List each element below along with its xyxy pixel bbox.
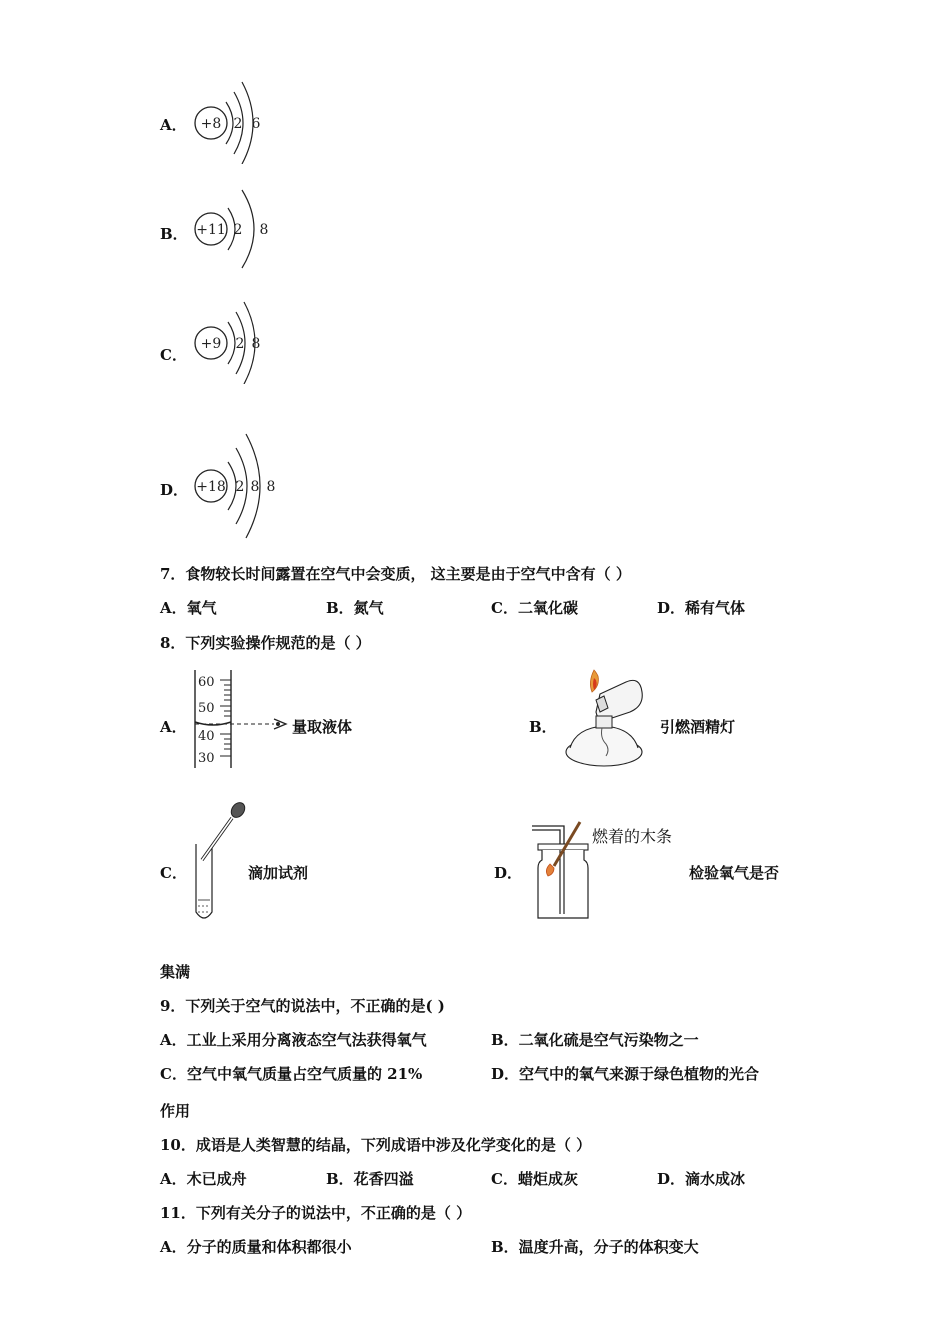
graduated-cylinder-diagram	[190, 668, 294, 770]
q10-option-c: C．蜡炬成灰	[491, 1170, 578, 1188]
alcohol-lamp-diagram	[556, 664, 656, 772]
delivery-tube	[532, 826, 564, 844]
gas-bottle-diagram	[528, 818, 600, 922]
nucleus-charge: +8	[200, 116, 222, 132]
q8-stem: 8．下列实验操作规范的是（ ）	[160, 634, 371, 652]
dropper-test-tube-diagram	[186, 800, 250, 926]
shell-arc	[242, 190, 254, 268]
nucleus-charge: +11	[196, 222, 226, 238]
shell-electrons: 8	[266, 479, 276, 495]
shell-electrons: 8	[259, 222, 269, 238]
q8-option-d-continuation: 集满	[160, 963, 191, 981]
q8-option-a-caption: 量取液体	[292, 718, 353, 736]
q7-option-c: C．二氧化碳	[491, 599, 578, 617]
q10-option-a: A．木已成舟	[160, 1170, 247, 1188]
q7-option-a: A．氧气	[160, 599, 217, 617]
q9-option-d: D．空气中的氧气来源于绿色植物的光合	[491, 1065, 760, 1083]
cylinder-tick-label: 60	[198, 675, 215, 690]
shell-electrons: 2	[233, 222, 243, 238]
atom-diagram-b	[190, 186, 270, 270]
q8-option-a-label: A．	[160, 718, 187, 736]
cylinder-tick-label: 30	[198, 751, 215, 766]
atom-diagram-d	[190, 428, 282, 540]
q8-option-b-caption: 引燃酒精灯	[660, 718, 736, 736]
q9-option-b: B．二氧化硫是空气污染物之一	[491, 1031, 699, 1049]
q11-option-a: A．分子的质量和体积都很小	[160, 1238, 352, 1256]
atom-diagram-a	[190, 80, 270, 164]
q8-option-c-caption: 滴加试剂	[248, 864, 309, 882]
q10-option-d: D．滴水成冰	[657, 1170, 746, 1188]
splint-annotation: 燃着的木条	[592, 827, 673, 846]
q7-stem: 7．食物较长时间露置在空气中会变质， 这主要是由于空气中含有（ ）	[160, 565, 631, 583]
q11-option-b: B．温度升高，分子的体积变大	[491, 1238, 699, 1256]
shell-electrons: 8	[251, 336, 261, 352]
shell-electrons: 2	[235, 336, 245, 352]
q8-option-b-label: B．	[529, 718, 557, 736]
q6-option-d-label: D．	[160, 481, 189, 499]
q7-option-d: D．稀有气体	[657, 599, 746, 617]
shell-electrons: 8	[250, 479, 260, 495]
nucleus-charge: +9	[200, 336, 222, 352]
nucleus-charge: +18	[196, 479, 226, 495]
q9-option-d-continuation: 作用	[160, 1102, 191, 1120]
q7-option-b: B．氮气	[326, 599, 384, 617]
q8-option-d-label: D．	[494, 864, 523, 882]
atom-diagram-c	[190, 300, 270, 384]
shell-arc	[228, 322, 235, 364]
q10-stem: 10．成语是人类智慧的结晶，下列成语中涉及化学变化的是（ ）	[160, 1136, 592, 1154]
q9-option-c: C．空气中氧气质量占空气质量的 21%	[160, 1065, 423, 1083]
q6-option-a-label: A．	[160, 116, 187, 134]
cylinder-tick-label: 40	[198, 729, 215, 744]
q11-stem: 11．下列有关分子的说法中，不正确的是（ ）	[160, 1204, 472, 1222]
q6-option-c-label: C．	[160, 346, 187, 364]
gas-bottle	[538, 850, 588, 918]
q6-option-b-label: B．	[160, 225, 188, 243]
shell-electrons: 2	[233, 116, 243, 132]
q10-option-b: B．花香四溢	[326, 1170, 414, 1188]
shell-electrons: 6	[251, 116, 261, 132]
q9-stem: 9．下列关于空气的说法中，不正确的是( )	[160, 997, 445, 1015]
q8-option-d-caption: 检验氧气是否	[689, 864, 780, 882]
cylinder-tick-label: 50	[198, 701, 215, 716]
q9-option-a: A．工业上采用分离液态空气法获得氧气	[160, 1031, 427, 1049]
shell-electrons: 2	[235, 479, 245, 495]
q8-option-c-label: C．	[160, 864, 187, 882]
